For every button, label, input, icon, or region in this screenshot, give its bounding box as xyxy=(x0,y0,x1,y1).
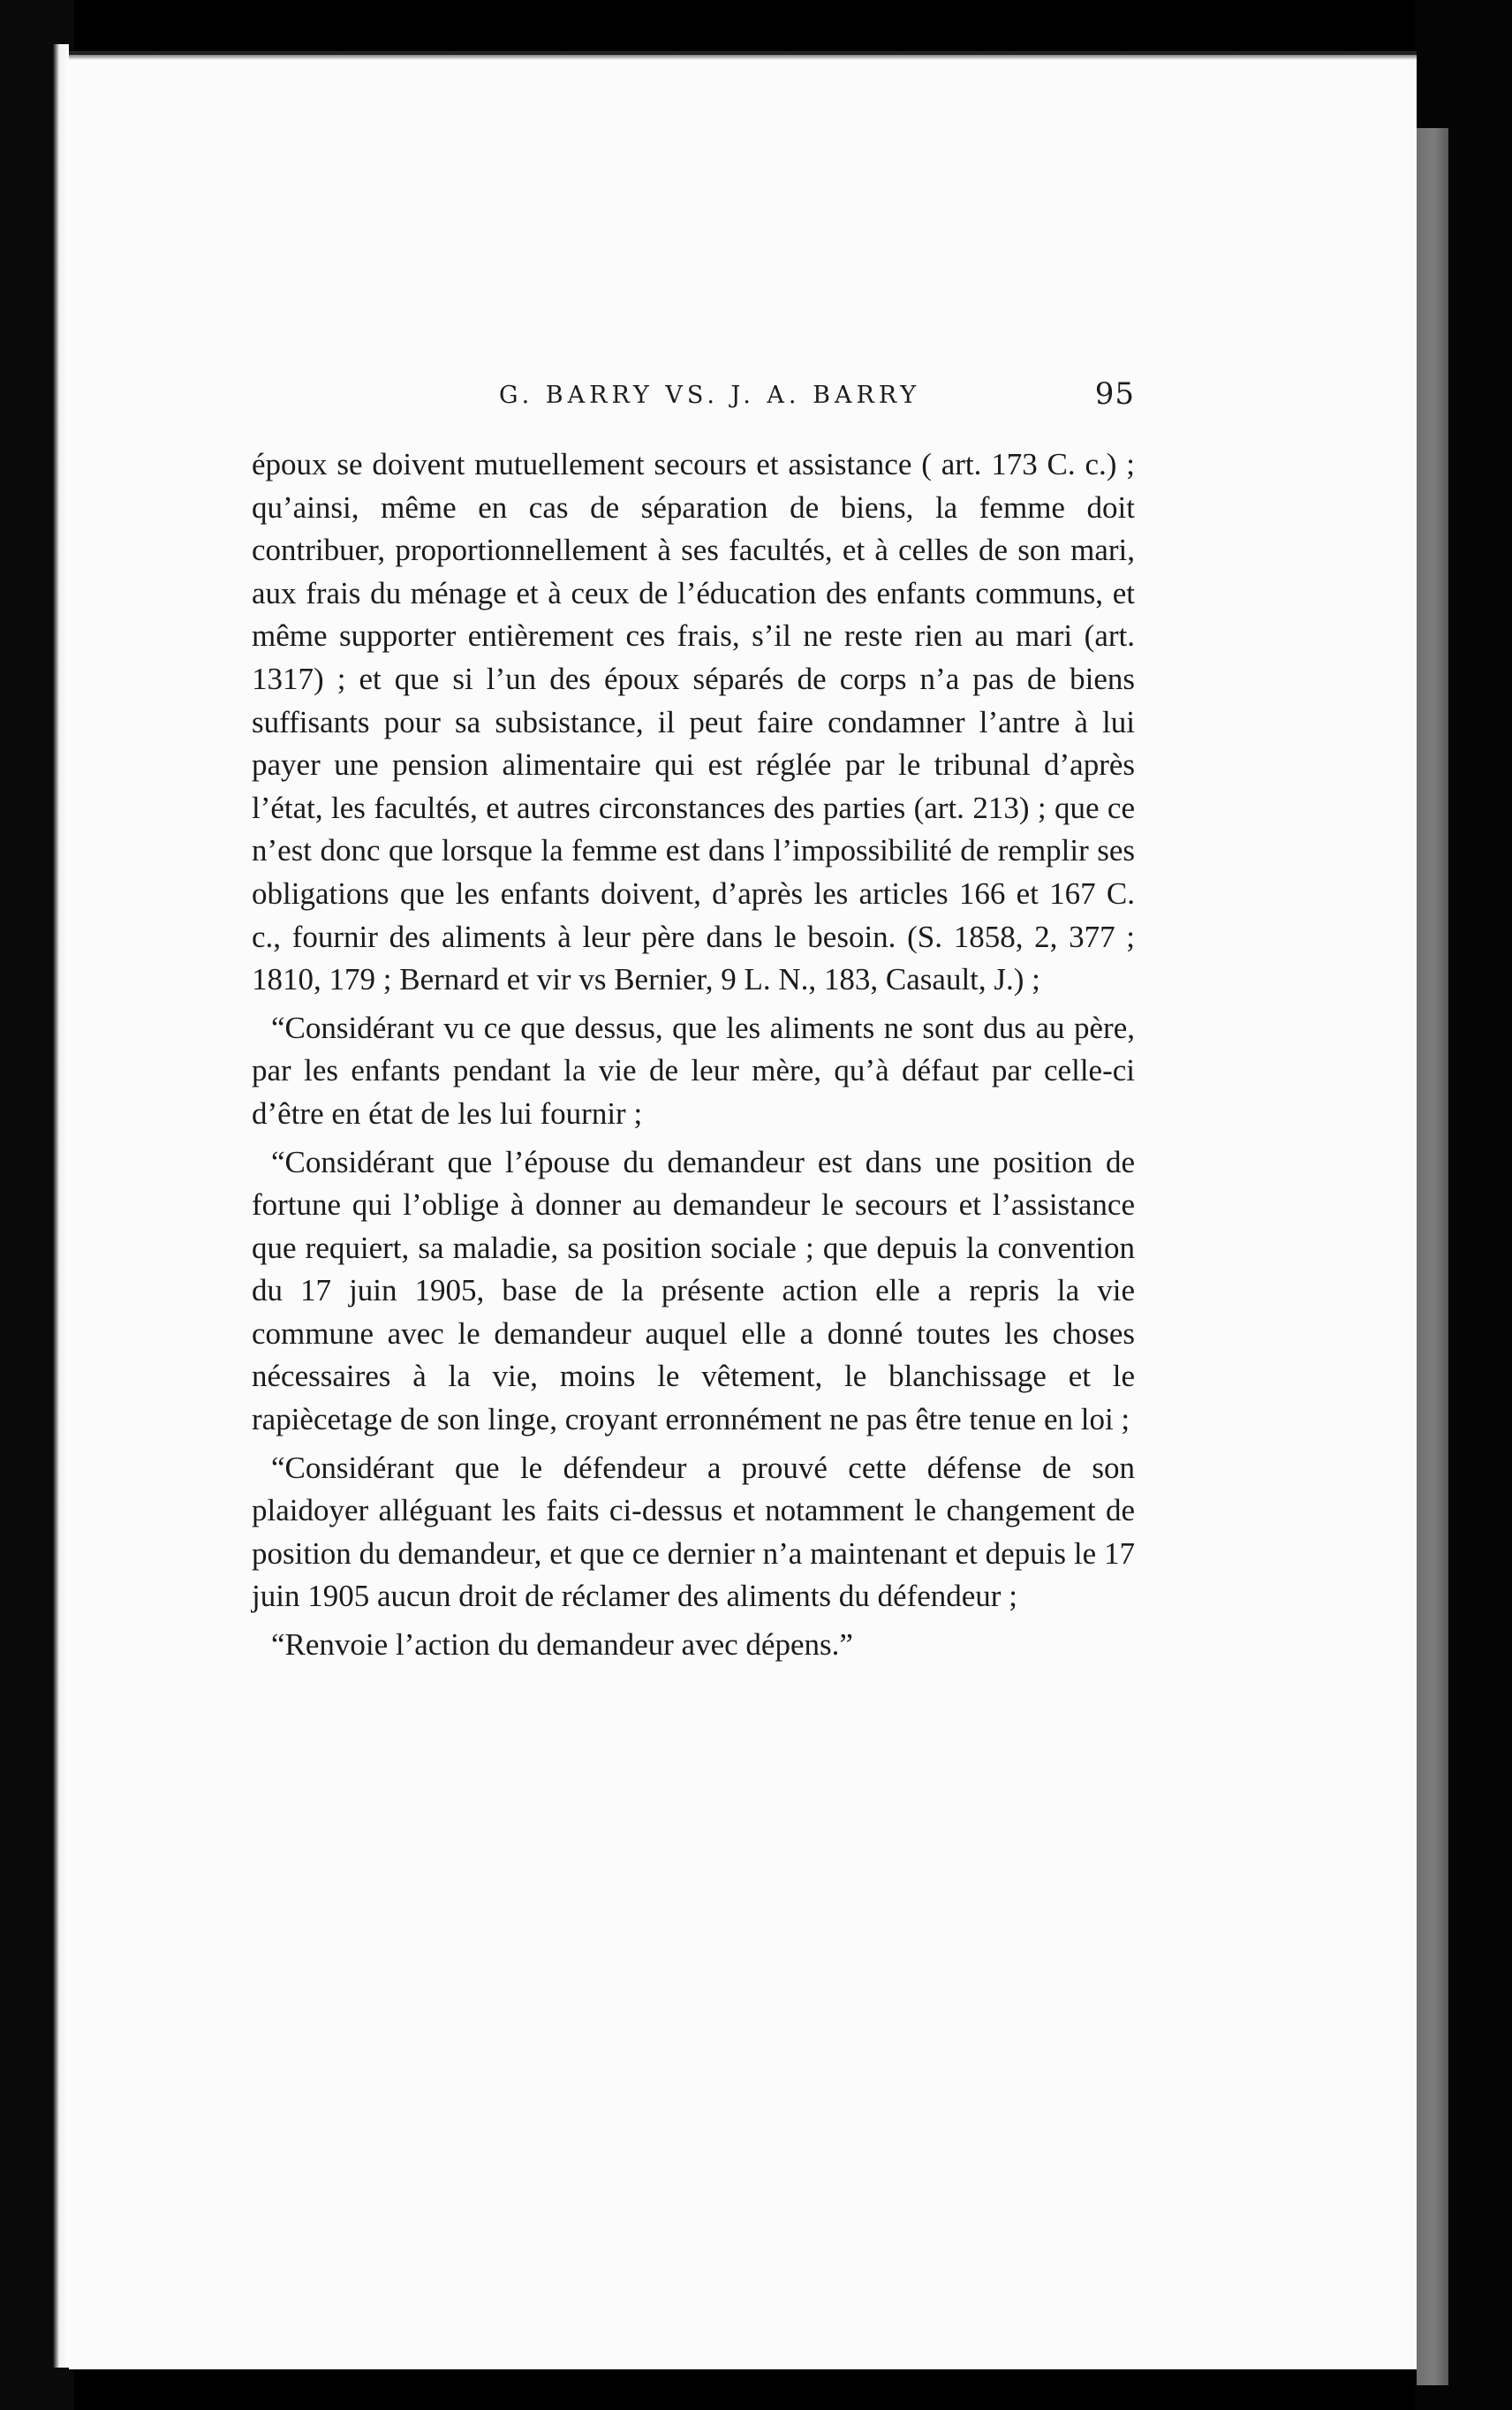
top-edge-shadow xyxy=(69,51,1417,60)
page-fore-edge xyxy=(1417,128,1448,2385)
paragraph-considerant-2: “Considérant que l’épouse du demandeur est dans une position de fortune qui l’oblige à donner au demandeur le secours et l’assistance que requiert, sa maladie, sa position sociale ; que depuis la convention du 17 juin 1905, base de la présente action elle a repris la vie commune avec le demandeur auquel elle a donné toutes les choses nécessaires à la vie, moins le vêtement, le blanchissage et le rapiècetage de son linge, croyant erronnément ne pas être tenue en loi ; xyxy=(252,1144,1135,1437)
page-header xyxy=(252,376,1135,426)
paragraph-judgment: “Renvoie l’action du demandeur avec dépens.” xyxy=(271,1627,853,1663)
body-text xyxy=(252,443,1135,1667)
page-number: 95 xyxy=(1094,376,1135,412)
paragraph-considerant-3: “Considérant que le défendeur a prouvé cette défense de son plaidoyer alléguant les faits ci-dessus et notamment le changement de position du demandeur, et que ce dernier n’a maintenant et depuis le 17 juin 1905 aucun droit de réclamer des aliments du défendeur ; xyxy=(252,1450,1135,1614)
paragraph-considerant-1: “Considérant vu ce que dessus, que les aliments ne sont dus au père, par les enfants pendant la vie de leur mère, qu’à défaut par celle-ci d’être en état de les lui fournir ; xyxy=(252,1010,1135,1131)
page-gutter-edge xyxy=(53,44,69,2368)
paragraph-continued: époux se doivent mutuellement secours et assistance ( art. 173 C. c.) ; qu’ainsi, même en cas de séparation de biens, la femme doit contribuer, proportionnellement à ses facultés, et à celles de son mari, aux frais du ménage et à ceux de l’éducation des enfants communs, et même supporter entièrement ces frais, s’il ne reste rien au mari (art. 1317) ; et que si l’un des époux séparés de corps n’a pas de biens suffisants pour sa subsistance, il peut faire condamner l’antre à lui payer une pension alimentaire qui est réglée par le tribunal d’après l’état, les facultés, et autres circonstances des parties (art. 213) ; que ce n’est donc que lorsque la femme est dans l’impossibilité de remplir ses obligations que les enfants doivent, d’après les articles 166 et 167 C. c., fournir des aliments à leur père dans le besoin. (S. 1858, 2, 377 ; 1810, 179 ; Bernard et vir vs Bernier, 9 L. N., 183, Casault, J.) ; xyxy=(252,447,1135,997)
running-head: G. BARRY VS. J. A. BARRY xyxy=(499,382,921,409)
